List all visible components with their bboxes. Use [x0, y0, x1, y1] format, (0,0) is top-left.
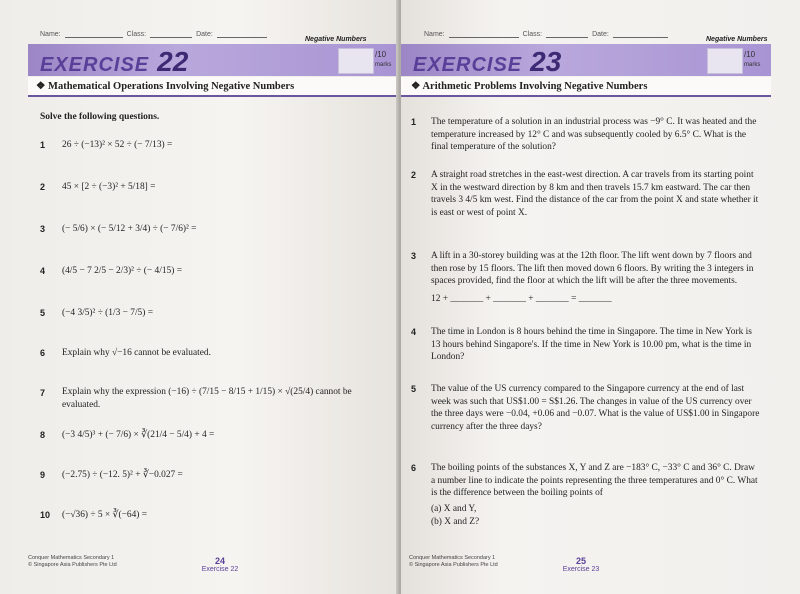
marks-label [375, 50, 391, 70]
name-line[interactable] [65, 30, 123, 38]
sub-question-a: (a) X and Y, [431, 504, 477, 514]
footer-copyright: © Singapore Asia Publishers Pte Ltd [28, 562, 117, 568]
page-number-right [556, 556, 606, 573]
exercise-word: EXERCISE [413, 54, 523, 76]
question-text: A lift in a 30-storey building was at the 12th floor. The lift went down by 7 floors and then rose by 15 floors. The lift then moved down 6 floors. By writing the 3 integers in spaces provided, find the floor at which the lift will be after the three movements. [431, 251, 754, 286]
question-text: (−3 4/5)³ + (− 7/6) × ∛(21/4 − 5/4) + 4 = [62, 430, 215, 440]
class-label: Class: [126, 31, 147, 38]
class-line[interactable] [150, 30, 192, 38]
question-text: 26 ÷ (−13)² × 52 ÷ (− 7/13) = [62, 140, 173, 150]
page-exercise-label: Exercise 23 [562, 566, 600, 573]
question-text: The time in London is 8 hours behind the time in Singapore. The time in New York is 13 hours behind Singapore's. If the time in New York is 10.00 pm, what is the time in London? [431, 327, 752, 362]
question-number: 5 [40, 308, 46, 318]
footer-credit [409, 555, 498, 569]
date-line[interactable] [217, 30, 267, 38]
marks-label [744, 50, 760, 70]
question-text: (4/5 − 7 2/5 − 2/3)² ÷ (− 4/15) = [62, 266, 182, 276]
exercise-number: 23 [530, 46, 562, 77]
question-number: 6 [411, 463, 417, 473]
question-number: 2 [411, 170, 417, 180]
question-text: (−2.75) ÷ (−12. 5)² + ∛−0.027 = [62, 470, 183, 480]
question-number: 3 [40, 224, 46, 234]
question-text: (−√36) ÷ 5 × ∛(−64) = [62, 510, 148, 520]
page-right [401, 0, 800, 594]
marks-box[interactable] [707, 48, 743, 74]
exercise-heading [40, 46, 188, 78]
page-exercise-label: Exercise 22 [201, 566, 239, 573]
page-number: 25 [575, 556, 586, 566]
page-number: 24 [214, 556, 225, 566]
exercise-banner [28, 44, 399, 76]
footer-copyright: © Singapore Asia Publishers Pte Ltd [409, 562, 498, 568]
name-label: Name: [40, 31, 61, 38]
question-number: 6 [40, 348, 46, 358]
marks-word: marks [375, 62, 392, 68]
question-number: 5 [411, 384, 417, 394]
class-line[interactable] [546, 30, 588, 38]
exercise-heading [413, 46, 561, 78]
question-text: (−4 3/5)² ÷ (1/3 − 7/5) = [62, 308, 153, 318]
question-text: (− 5/6) × (− 5/12 + 3/4) ÷ (− 7/6)² = [62, 224, 197, 234]
class-label: Class: [522, 31, 543, 38]
footer-book-title: Conquer Mathematics Secondary 1 [28, 555, 115, 561]
exercise-banner [401, 44, 771, 76]
question-number: 10 [40, 510, 51, 520]
marks-total: /10 [375, 50, 387, 59]
name-class-date-bar [40, 30, 267, 38]
date-line[interactable] [613, 30, 668, 38]
question-number: 3 [411, 251, 417, 261]
exercise-word: EXERCISE [40, 54, 150, 76]
question-number: 9 [40, 470, 46, 480]
topic-label: Negative Numbers [305, 36, 367, 43]
name-class-date-bar [424, 30, 668, 38]
exercise-subtitle: ❖ Mathematical Operations Involving Negative Numbers [28, 77, 399, 97]
page-number-left [195, 556, 245, 573]
marks-box[interactable] [338, 48, 374, 74]
question-number: 4 [411, 327, 417, 337]
question-text: Explain why √−16 cannot be evaluated. [62, 348, 211, 358]
question-number: 1 [411, 117, 417, 127]
question-number: 1 [40, 140, 46, 150]
date-label: Date: [592, 31, 609, 38]
footer-book-title: Conquer Mathematics Secondary 1 [409, 555, 496, 561]
question-number: 4 [40, 266, 46, 276]
sub-question-b: (b) X and Z? [431, 517, 480, 527]
question-text: The temperature of a solution in an industrial process was −9° C. It was heated and the temperature increased by 12° C and was subsequently cooled by 6.5° C. What is the final temperature of the solution? [431, 117, 757, 152]
question-text: A straight road stretches in the east-west direction. A car travels from its starting point X in the westward direction by 8 km and then travels 15.7 km eastward. The car then travels 3 4/5 km west. Find the distance of the car from the point X and state whether it is east or west of point X. [431, 170, 759, 218]
question-text: 45 × [2 ÷ (−3)² + 5/18] = [62, 182, 156, 192]
exercise-number: 22 [157, 46, 189, 77]
date-label: Date: [196, 31, 213, 38]
name-label: Name: [424, 31, 445, 38]
question-number: 7 [40, 388, 46, 398]
page-left [0, 0, 399, 594]
footer-credit [28, 555, 117, 569]
question-text: The value of the US currency compared to the Singapore currency at the end of last week was such that US$1.00 = S$1.26. The changes in value of the US currency over the three days were −0.04, +0.06 and −0.07. What is the value of US$1.00 in Singapore currency after the three days? [431, 384, 760, 432]
marks-word: marks [744, 62, 761, 68]
name-line[interactable] [449, 30, 519, 38]
topic-label: Negative Numbers [706, 36, 768, 43]
answer-blanks[interactable]: 12 + _______ + _______ + _______ = _______ [431, 294, 612, 304]
instruction: Solve the following questions. [40, 112, 160, 122]
question-number: 8 [40, 430, 46, 440]
marks-total: /10 [744, 50, 756, 59]
question-number: 2 [40, 182, 46, 192]
question-text: Explain why the expression (−16) ÷ (7/15 − 8/15 + 1/15) × √(25/4) cannot be evaluated. [62, 387, 352, 410]
question-text: The boiling points of the substances X, Y and Z are −183° C, −33° C and 36° C. Draw a number line to indicate the points representing the three temperatures and 0° C. What is the difference between the boiling points of [431, 463, 758, 498]
exercise-subtitle: ❖ Arithmetic Problems Involving Negative Numbers [401, 77, 771, 97]
